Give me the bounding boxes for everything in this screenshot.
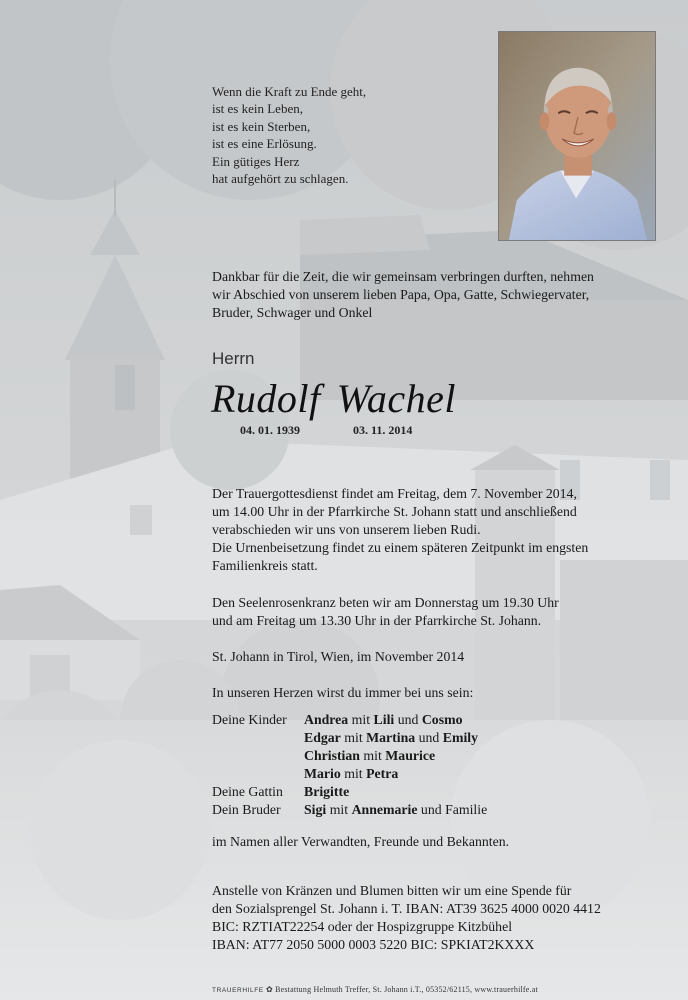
family-row [304, 765, 398, 783]
family-row [304, 783, 349, 801]
wife-label: Deine Gattin [212, 784, 283, 799]
rosary-line: Den Seelenrosenkranz beten wir am Donnerstag um 19.30 Uhr [212, 595, 559, 610]
service-line: Die Urnenbeisetzung findet zu einem späteren Zeitpunkt im engsten [212, 540, 589, 555]
last-name: Wachel [336, 376, 456, 421]
poem [212, 83, 366, 187]
death-date: 03. 11. 2014 [353, 423, 413, 437]
family-tail: und Familie [420, 802, 488, 817]
service-line: Familienkreis statt. [212, 558, 318, 573]
brother-label: Dein Bruder [212, 802, 281, 817]
child-name: Andrea [304, 712, 349, 727]
connector: mit [351, 712, 371, 727]
child-name: Edgar [304, 730, 341, 745]
portrait-photo [498, 31, 656, 241]
rosary-line: und am Freitag um 13.30 Uhr in der Pfarrkirche St. Johann. [212, 613, 542, 628]
portrait-image [499, 32, 655, 240]
family-list [0, 711, 688, 821]
funeral-home-footer [212, 985, 538, 994]
place-date: St. Johann in Tirol, Wien, im November 2014 [212, 649, 465, 664]
donation-paragraph [212, 882, 601, 954]
connector: mit [344, 730, 363, 745]
flower-icon: ✿ [265, 985, 273, 994]
rosary-paragraph [212, 594, 559, 630]
intro-paragraph [212, 268, 594, 322]
partner-name: Lili [373, 712, 395, 727]
donation-line: IBAN: AT77 2050 5000 0003 5220 BIC: SPKIAT2KXXX [212, 937, 535, 952]
connector: mit [363, 748, 382, 763]
closing-line: im Namen aller Verwandten, Freunde und Bekannten. [212, 834, 510, 849]
hearts-line: In unseren Herzen wirst du immer bei uns sein: [212, 685, 474, 700]
grandchild-name: Cosmo [421, 712, 463, 727]
intro-line: wir Abschied von unserem lieben Papa, Opa, Gatte, Schwiegervater, [212, 287, 590, 302]
poem-line: hat aufgehört zu schlagen. [212, 170, 349, 186]
partner-name: Maurice [385, 748, 436, 763]
poem-line: ist es eine Erlösung. [212, 136, 317, 152]
service-line: um 14.00 Uhr in der Pfarrkirche St. Johann statt und anschließend [212, 504, 577, 519]
connector: und [418, 730, 440, 745]
first-name: Rudolf [211, 376, 321, 421]
wife-name: Brigitte [304, 784, 350, 799]
connector: mit [344, 766, 363, 781]
partner-name: Martina [366, 730, 416, 745]
connector: und [397, 712, 419, 727]
service-paragraph [212, 485, 588, 575]
footer-brand: TRAUERHILFE [212, 987, 264, 994]
birth-date: 04. 01. 1939 [240, 423, 300, 437]
brother-name: Sigi [304, 802, 327, 817]
service-line: Der Trauergottesdienst findet am Freitag, dem 7. November 2014, [212, 486, 577, 501]
family-row [304, 747, 435, 765]
deceased-name [211, 375, 456, 422]
children-label: Deine Kinder [212, 712, 287, 727]
poem-line: Wenn die Kraft zu Ende geht, [212, 84, 367, 99]
family-row [304, 729, 478, 747]
poem-line: ist es kein Leben, [212, 101, 303, 117]
donation-line: Anstelle von Kränzen und Blumen bitten wir um eine Spende für [212, 883, 572, 898]
connector: mit [329, 802, 349, 817]
donation-line: den Sozialsprengel St. Johann i. T. IBAN: AT39 3625 4000 0020 4412 [212, 901, 601, 916]
child-name: Mario [304, 766, 341, 781]
partner-name: Petra [366, 766, 399, 781]
child-name: Christian [304, 748, 360, 763]
family-row [304, 801, 487, 819]
service-line: verabschieden wir uns von unserem lieben Rudi. [212, 522, 481, 537]
poem-line: Ein gütiges Herz [212, 153, 300, 169]
poem-line: ist es kein Sterben, [212, 118, 311, 134]
footer-text: Bestattung Helmuth Treffer, St. Johann i.T., 05352/62115, www.trauerhilfe.at [275, 985, 538, 994]
grandchild-name: Emily [442, 730, 479, 745]
donation-line: BIC: RZTIAT22254 oder der Hospizgruppe Kitzbühel [212, 919, 513, 934]
family-row [304, 711, 462, 729]
intro-line: Dankbar für die Zeit, die wir gemeinsam verbringen durften, nehmen [212, 269, 594, 284]
intro-line: Bruder, Schwager und Onkel [212, 305, 373, 320]
salutation: Herrn [212, 349, 255, 368]
partner-name: Annemarie [351, 802, 418, 817]
